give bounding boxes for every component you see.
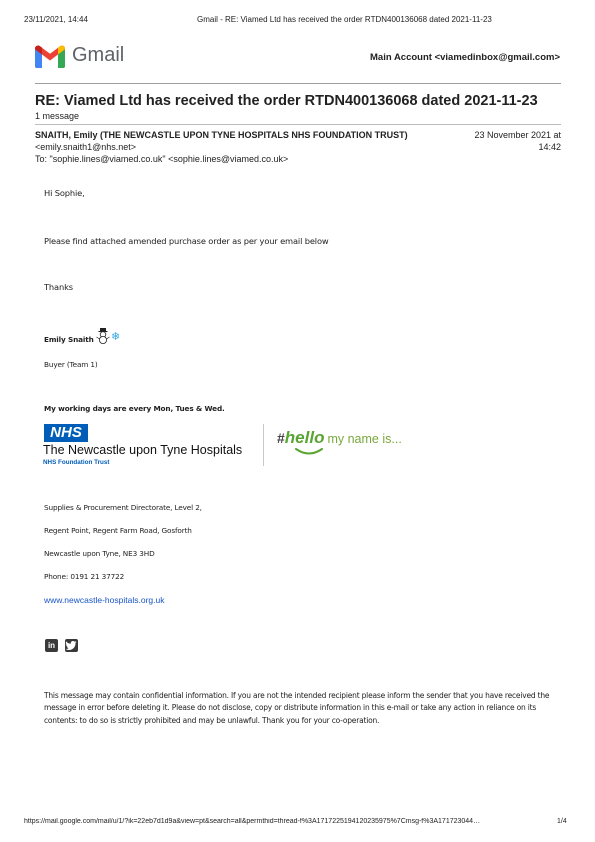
print-datetime: 23/11/2021, 14:44: [24, 15, 88, 24]
print-title: Gmail - RE: Viamed Ltd has received the order RTDN400136068 dated 2021-11-23: [197, 15, 492, 24]
trust-subtitle: NHS Foundation Trust: [43, 459, 110, 466]
nhs-logo-icon: [44, 424, 88, 442]
recipient-line: To: "sophie.lines@viamed.co.uk" <sophie.lines@viamed.co.uk>: [35, 154, 289, 164]
address-line-2: Regent Point, Regent Farm Road, Gosforth: [44, 526, 192, 535]
phone-number: Phone: 0191 21 37722: [44, 572, 125, 581]
sender-name: SNAITH, Emily (THE NEWCASTLE UPON TYNE HOSPITALS NHS FOUNDATION TRUST): [35, 130, 408, 140]
message-time: 14:42: [538, 142, 561, 152]
linkedin-glyph: in: [47, 641, 56, 650]
body-text: Please find attached amended purchase order as per your email below: [44, 236, 329, 246]
thread-subject: RE: Viamed Ltd has received the order RTDN400136068 dated 2021-11-23: [35, 93, 538, 109]
account-label: Main Account <viamedinbox@gmail.com>: [370, 52, 560, 63]
header-divider: [35, 83, 561, 84]
signature-role: Buyer (Team 1): [44, 360, 98, 369]
twitter-icon[interactable]: [65, 639, 78, 652]
confidentiality-disclaimer: This message may contain confidential information. If you are not the intended recipient please inform the sender that you have received the message in error before deleting it. Please do not disclose, copy or distribute information in this e-mail or take any action in reliance on its contents: to do so is strictly prohibited and may be unlawful. Thank you for your co-operation.: [44, 691, 550, 725]
gmail-logo-icon[interactable]: [35, 45, 65, 68]
smile-icon: [294, 448, 324, 456]
address-line-3: Newcastle upon Tyne, NE3 3HD: [44, 549, 155, 558]
subject-divider: [35, 124, 561, 125]
closing: Thanks: [44, 282, 73, 292]
website-link[interactable]: www.newcastle-hospitals.org.uk: [44, 595, 165, 605]
nhs-badge-text: NHS: [50, 424, 82, 441]
message-count: 1 message: [35, 111, 80, 121]
snowman-icon: [96, 328, 110, 344]
trust-name: The Newcastle upon Tyne Hospitals: [43, 443, 243, 457]
print-url: https://mail.google.com/mail/u/1/?ik=22eb7d1d9a&view=pt&search=all&permthid=thread-f%3A1717225194120235975%7Cmsg-f%3A171723044…: [24, 818, 481, 825]
print-page-number: 1/4: [557, 818, 567, 825]
gmail-wordmark: Gmail: [72, 44, 125, 66]
hello-my-name-is-logo: [277, 428, 402, 460]
greeting: Hi Sophie,: [44, 188, 85, 198]
hello-hash: #: [277, 430, 285, 446]
signature-name: Emily Snaith: [44, 335, 94, 344]
working-days: My working days are every Mon, Tues & Wed.: [44, 404, 225, 413]
my-name-is: my name is...: [327, 432, 402, 446]
message-date: 23 November 2021 at: [474, 130, 561, 140]
snowflake-icon: ❄: [111, 331, 121, 343]
hello-word: hello: [284, 428, 325, 447]
address-line-1: Supplies & Procurement Directorate, Level 2,: [44, 503, 202, 512]
sender-email: <emily.snaith1@nhs.net>: [35, 142, 137, 152]
signature-divider: [263, 424, 264, 466]
linkedin-icon[interactable]: [45, 639, 58, 652]
